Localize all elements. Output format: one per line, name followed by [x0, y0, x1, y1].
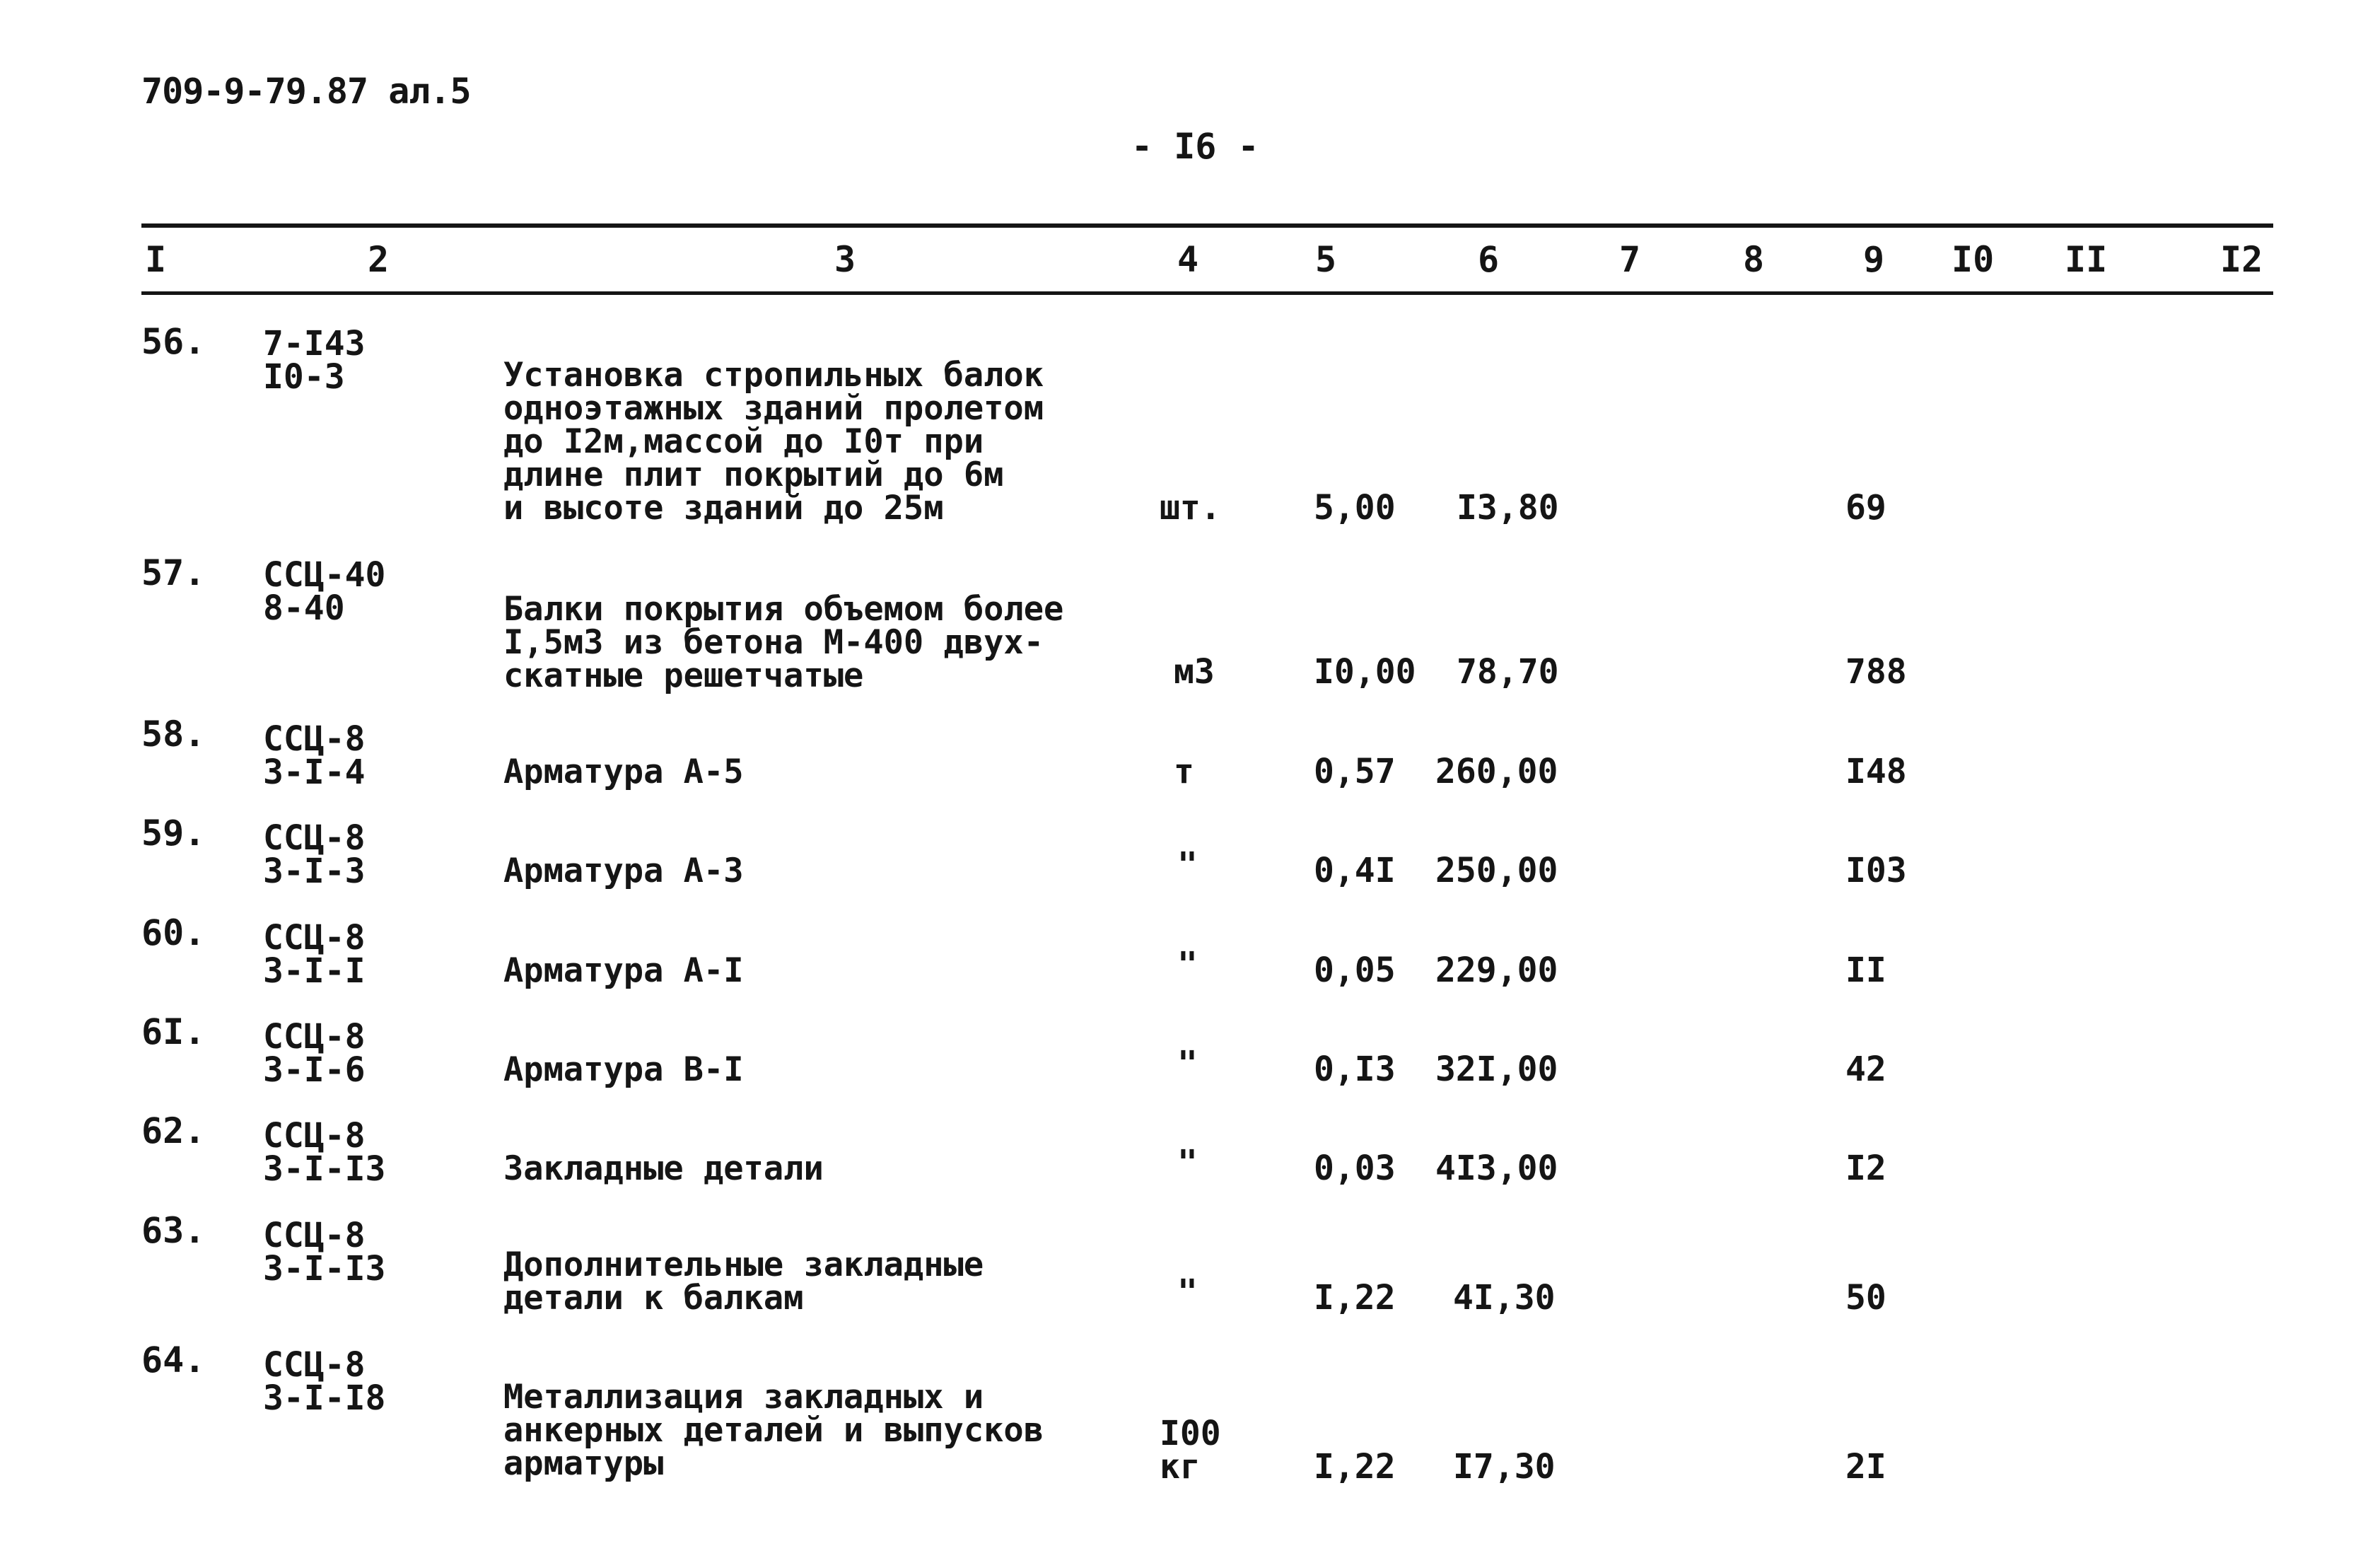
column-header-5: 5 — [1315, 239, 1337, 280]
row-number: 63. — [141, 1210, 206, 1251]
table-header-rule — [141, 291, 2273, 295]
column-header-8: 8 — [1743, 239, 1765, 280]
row-number: 56. — [141, 321, 206, 362]
column-header-11: II — [2065, 239, 2108, 280]
row-total: 42 — [1845, 1050, 1886, 1089]
row-total: 2I — [1845, 1447, 1886, 1487]
row-number: 6I. — [141, 1011, 206, 1052]
row-quantity: I,22 — [1314, 1447, 1396, 1487]
row-description: Дополнительные закладные детали к балкам — [503, 1245, 984, 1318]
row-unit-price: 260,00 — [1435, 752, 1558, 791]
row-unit-price: I3,80 — [1457, 488, 1559, 528]
column-header-12: I2 — [2220, 239, 2263, 280]
column-header-3: 3 — [834, 239, 856, 280]
row-unit: " — [1177, 845, 1198, 885]
row-number: 58. — [141, 714, 206, 755]
row-description: Установка стропильных балок одноэтажных зданий пролетом до I2м,массой до I0т при длине плит покрытий до 6м и высоте зданий до 25м — [503, 356, 1044, 528]
row-unit: " — [1177, 1143, 1198, 1182]
row-code: ССЦ-8 3-I-I8 — [263, 1345, 386, 1418]
row-total: I48 — [1845, 752, 1907, 791]
row-description: Металлизация закладных и анкерных деталей и выпусков арматуры — [503, 1378, 1044, 1483]
column-header-7: 7 — [1619, 239, 1641, 280]
row-unit-price: 32I,00 — [1435, 1050, 1558, 1089]
row-total: 788 — [1845, 652, 1907, 692]
row-total: I03 — [1845, 851, 1907, 890]
row-number: 59. — [141, 813, 206, 854]
row-code: ССЦ-8 3-I-I3 — [263, 1116, 386, 1189]
row-code: ССЦ-8 3-I-3 — [263, 818, 366, 891]
row-description: Балки покрытия объемом более I,5м3 из бетона М-400 двух- скатные решетчатые — [503, 590, 1064, 695]
table-top-rule — [141, 223, 2273, 228]
row-unit-price: 250,00 — [1435, 851, 1558, 890]
row-description: Арматура А-5 — [503, 752, 744, 791]
row-description: Арматура В-I — [503, 1050, 744, 1089]
column-header-10: I0 — [1952, 239, 1995, 280]
row-code: ССЦ-8 3-I-I3 — [263, 1216, 386, 1289]
document-code: 709-9-79.87 ал.5 — [141, 71, 471, 112]
row-unit: " — [1177, 1044, 1198, 1083]
row-quantity: 0,I3 — [1314, 1050, 1396, 1089]
row-unit-price: 78,70 — [1457, 652, 1559, 692]
column-header-9: 9 — [1863, 239, 1885, 280]
row-total: 69 — [1845, 488, 1886, 528]
row-unit: т — [1174, 752, 1194, 791]
row-quantity: 5,00 — [1314, 488, 1396, 528]
row-description: Закладные детали — [503, 1149, 824, 1188]
column-header-6: 6 — [1478, 239, 1500, 280]
page-number: - I6 - — [1131, 126, 1259, 167]
row-unit: I00 кг — [1160, 1414, 1221, 1487]
row-quantity: I0,00 — [1314, 652, 1416, 692]
row-code: ССЦ-8 3-I-4 — [263, 719, 366, 792]
row-code: ССЦ-40 8-40 — [263, 555, 386, 628]
row-code: ССЦ-8 3-I-6 — [263, 1017, 366, 1090]
row-number: 57. — [141, 552, 206, 593]
row-quantity: 0,57 — [1314, 752, 1396, 791]
row-code: ССЦ-8 3-I-I — [263, 918, 366, 991]
column-header-2: 2 — [368, 239, 390, 280]
row-unit: м3 — [1174, 652, 1215, 692]
row-total: II — [1845, 951, 1886, 990]
column-header-1: I — [145, 239, 167, 280]
row-unit-price: 229,00 — [1435, 951, 1558, 990]
column-header-4: 4 — [1177, 239, 1199, 280]
row-quantity: I,22 — [1314, 1278, 1396, 1318]
row-description: Арматура А-3 — [503, 852, 744, 890]
row-number: 64. — [141, 1339, 206, 1381]
row-quantity: 0,4I — [1314, 851, 1396, 890]
row-total: I2 — [1845, 1149, 1886, 1188]
row-code: 7-I43 I0-3 — [263, 324, 366, 397]
row-description: Арматура А-I — [503, 951, 744, 990]
row-unit-price: I7,30 — [1453, 1447, 1556, 1487]
row-unit: " — [1177, 945, 1198, 984]
row-number: 62. — [141, 1110, 206, 1151]
row-unit-price: 4I,30 — [1453, 1278, 1556, 1318]
row-total: 50 — [1845, 1278, 1886, 1318]
row-unit: " — [1177, 1272, 1198, 1312]
row-unit: шт. — [1160, 488, 1221, 528]
row-quantity: 0,03 — [1314, 1149, 1396, 1188]
row-quantity: 0,05 — [1314, 951, 1396, 990]
row-number: 60. — [141, 912, 206, 953]
row-unit-price: 4I3,00 — [1435, 1149, 1558, 1188]
